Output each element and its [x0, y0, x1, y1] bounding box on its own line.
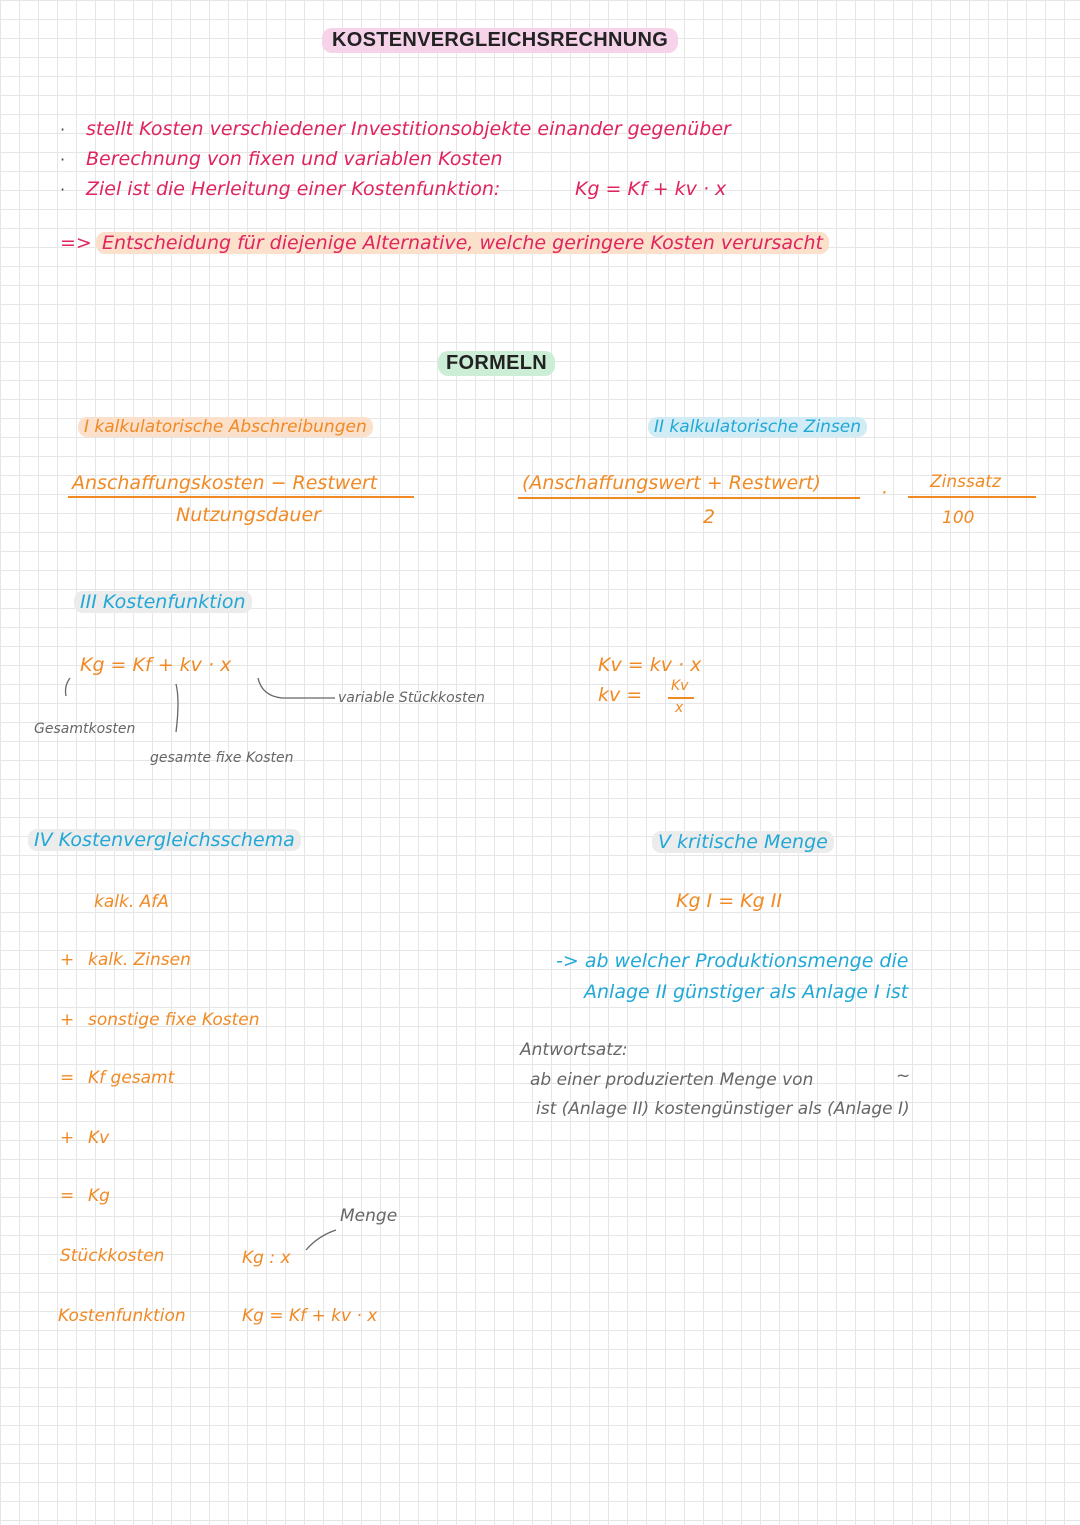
kv-denominator: x [675, 700, 684, 716]
fraction-line [908, 496, 1036, 498]
schema-row-zinsen: kalk. Zinsen [88, 950, 191, 970]
schema-row-kg: Kg [88, 1186, 110, 1206]
stueckkosten-label: Stückkosten [60, 1246, 165, 1266]
schema-op: = [60, 1068, 75, 1088]
schema-op: + [60, 1010, 75, 1030]
bullet-dot: · [60, 150, 66, 169]
zinssatz-denominator: 100 [942, 508, 975, 528]
schema-row-kv: Kv [88, 1128, 110, 1148]
bullet-dot: · [60, 120, 66, 139]
section4-heading: IV Kostenvergleichsschema [28, 829, 301, 851]
intro-bullet-1: stellt Kosten verschiedener Investitionsobjekte einander gegenüber [86, 118, 731, 140]
schema-row-afa: kalk. AfA [94, 892, 169, 912]
kritische-menge-explain-1: -> ab welcher Produktionsmenge die [556, 950, 909, 972]
fraction-line [68, 496, 414, 498]
kv-numerator: Kv [671, 678, 689, 694]
intro-formula: Kg = Kf + kv · x [575, 178, 727, 200]
stueckkosten-formula: Kg : x [242, 1248, 291, 1268]
label-gesamte-fixe-kosten: gesamte fixe Kosten [150, 750, 294, 766]
abschreibung-numerator: Anschaffungskosten − Restwert [72, 472, 378, 494]
formeln-heading: FORMELN [438, 351, 555, 376]
section5-heading: V kritische Menge [652, 831, 834, 853]
kritische-menge-explain-2: Anlage II günstiger als Anlage I ist [584, 981, 909, 1003]
zinsen-denominator: 2 [703, 506, 716, 528]
conclusion-arrow: => [60, 232, 92, 254]
schema-op: + [60, 950, 75, 970]
abschreibung-denominator: Nutzungsdauer [176, 504, 321, 526]
section2-heading: II kalkulatorische Zinsen [648, 417, 867, 437]
schema-row-sonstige: sonstige fixe Kosten [88, 1010, 260, 1030]
intro-conclusion: Entscheidung für diejenige Alternative, welche geringere Kosten verursacht [96, 232, 829, 254]
zinssatz-numerator: Zinssatz [930, 472, 1001, 492]
antwortsatz-line-1: ab einer produzierten Menge von [530, 1070, 814, 1090]
schema-op: = [60, 1186, 75, 1206]
intro-bullet-2: Berechnung von fixen und variablen Kosten [86, 148, 503, 170]
squiggle-placeholder: ~ [896, 1066, 911, 1086]
page-title: KOSTENVERGLEICHSRECHNUNG [322, 28, 678, 53]
section3-heading: III Kostenfunktion [74, 591, 252, 613]
menge-pointer [298, 1226, 340, 1256]
zinsen-numerator: (Anschaffungswert + Restwert) [522, 472, 821, 494]
label-variable-stueckkosten: variable Stückkosten [338, 690, 485, 706]
multiply-dot: · [881, 482, 888, 504]
kv-formula: Kv = kv · x [598, 654, 702, 676]
label-gesamtkosten: Gesamtkosten [34, 721, 136, 737]
kostenfunktion-label: Kostenfunktion [58, 1306, 186, 1326]
section1-heading: I kalkulatorische Abschreibungen [78, 417, 373, 437]
antwortsatz-label: Antwortsatz: [520, 1040, 628, 1060]
kritische-menge-formula: Kg I = Kg II [676, 890, 782, 912]
kv-left: kv = [598, 684, 643, 706]
schema-op: + [60, 1128, 75, 1148]
fraction-line [668, 697, 694, 699]
intro-bullet-3: Ziel ist die Herleitung einer Kostenfunktion: [86, 178, 501, 200]
kostenfunktion-schema-formula: Kg = Kf + kv · x [242, 1306, 378, 1326]
bullet-dot: · [60, 180, 66, 199]
fraction-line [518, 497, 860, 499]
schema-row-kf-gesamt: Kf gesamt [88, 1068, 175, 1088]
menge-note: Menge [340, 1206, 398, 1226]
kostenfunktion-formula: Kg = Kf + kv · x [80, 654, 232, 676]
antwortsatz-line-2: ist (Anlage II) kostengünstiger als (Anlage I) [536, 1099, 910, 1119]
